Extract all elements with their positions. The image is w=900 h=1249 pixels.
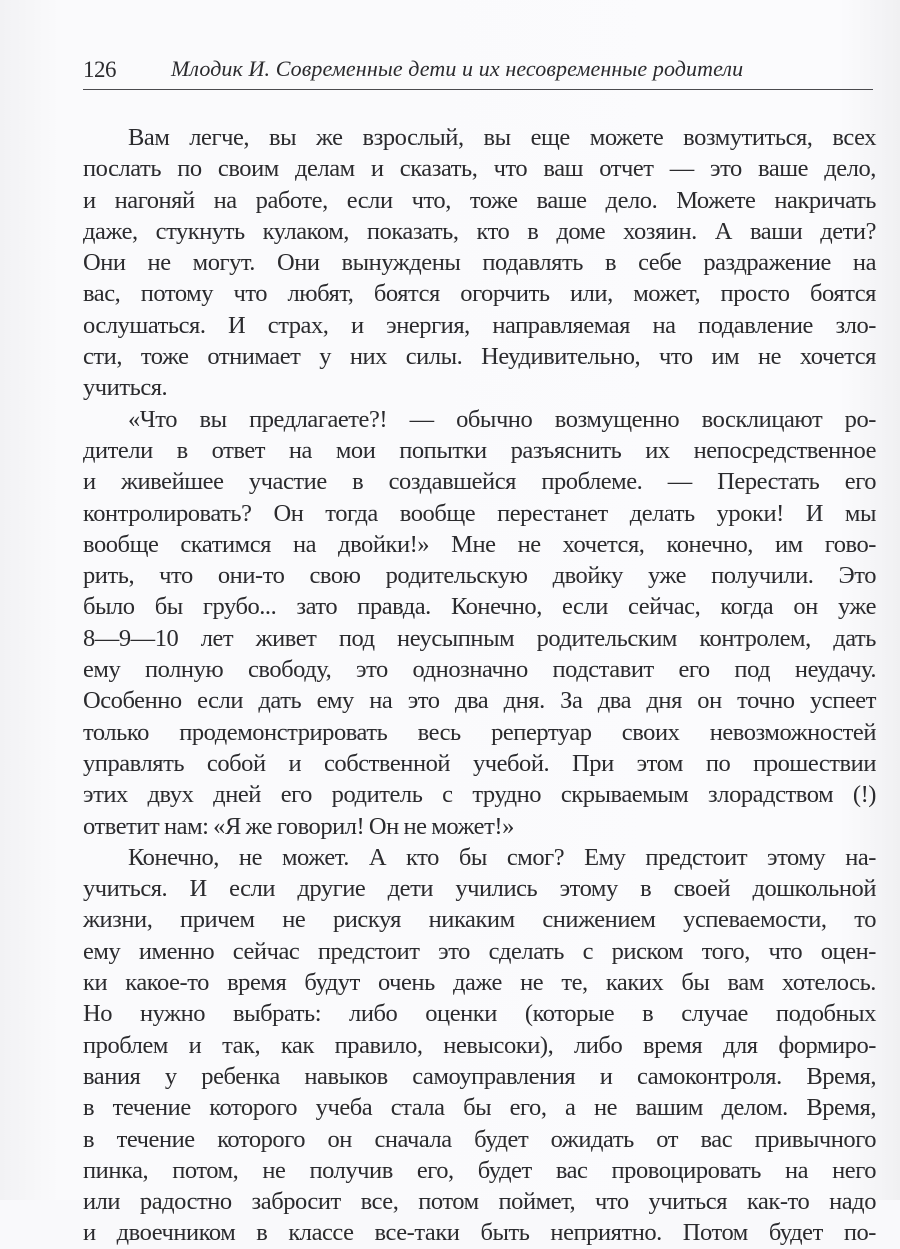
paragraph-2-line: контролировать? Он тогда вообще перестанет делать уроки! И мы <box>83 499 876 527</box>
book-title: Млодик И. Современные дети и их несовременные родители <box>171 56 744 81</box>
paragraph-1-line: даже, стукнуть кулаком, показать, кто в доме хозяин. А ваши дети? <box>83 217 876 245</box>
paragraph-2-line: было бы грубо... зато правда. Конечно, если сейчас, когда он уже <box>83 593 876 621</box>
paragraph-2-line: дители в ответ на мои попытки разъяснить их непосредственное <box>83 436 876 464</box>
paragraph-2-line: вообще скатимся на двойки!» Мне не хочется, конечно, им гово- <box>83 530 876 558</box>
paragraph-2-line: только продемонстрировать весь репертуар своих невозможностей <box>83 718 876 746</box>
paragraph-1-line: вас, потому что любят, боятся огорчить или, может, просто боятся <box>83 280 876 308</box>
body-text <box>83 122 876 1249</box>
paragraph-2-line: ответит нам: «Я же говорил! Он не может!» <box>83 812 514 840</box>
running-head <box>83 55 873 90</box>
paragraph-3-line: ему именно сейчас предстоит это сделать с риском того, что оцен- <box>83 937 876 965</box>
paragraph-2-line: «Что вы предлагаете?! — обычно возмущенно восклицают ро- <box>128 405 876 433</box>
paragraph-3-line: Но нужно выбрать: либо оценки (которые в случае подобных <box>83 1000 876 1028</box>
paragraph-2-line: Особенно если дать ему на это два дня. За два дня он точно успеет <box>83 687 876 715</box>
paragraph-1-line: и нагоняй на работе, если что, тоже ваше дело. Можете накричать <box>83 186 876 214</box>
paragraph-3-line: пинка, потом, не получив его, будет вас провоцировать на него <box>83 1156 876 1184</box>
paragraph-3-line: вания у ребенка навыков самоуправления и самоконтроля. Время, <box>83 1062 876 1090</box>
paragraph-2-line: рить, что они-то свою родительскую двойку уже получили. Это <box>83 562 876 590</box>
paragraph-3-line: проблем и так, как правило, невысоки), либо время для формиро- <box>83 1031 876 1059</box>
paragraph-2-line: управлять собой и собственной учебой. При этом по прошествии <box>83 749 876 777</box>
paragraph-1-line: Они не могут. Они вынуждены подавлять в себе раздражение на <box>83 249 876 277</box>
paragraph-3-line: или радостно забросит все, потом поймет, что учиться как-то надо <box>83 1188 876 1216</box>
paragraph-3-line: Конечно, не может. А кто бы смог? Ему предстоит этому на- <box>128 843 876 871</box>
paragraph-3-line: ки какое-то время будут очень даже не те, каких бы вам хотелось. <box>83 969 876 997</box>
paragraph-1-line: Вам легче, вы же взрослый, вы еще можете возмутиться, всех <box>128 124 876 151</box>
paragraph-1-line: ослушаться. И страх, и энергия, направляемая на подавление зло- <box>83 311 876 339</box>
paragraph-1-line: сти, тоже отнимает у них силы. Неудивительно, что им не хочется <box>83 343 876 371</box>
paragraph-3-line: в течение которого он сначала будет ожидать от вас привычного <box>83 1125 876 1153</box>
paragraph-2-line: этих двух дней его родитель с трудно скрываемым злорадством (!) <box>83 781 876 809</box>
paragraph-1-line: учиться. <box>83 374 168 402</box>
page-number: 126 <box>83 57 116 82</box>
paragraph-3-line: жизни, причем не рискуя никаким снижением успеваемости, то <box>83 906 876 934</box>
paragraph-1-line: послать по своим делам и сказать, что ваш отчет — это ваше дело, <box>83 155 876 183</box>
paragraph-3-line: учиться. И если другие дети учились этому в своей дошкольной <box>83 875 876 903</box>
paragraph-2-line: 8—9—10 лет живет под неусыпным родительским контролем, дать <box>83 624 876 652</box>
paragraph-3-line: в течение которого учеба стала бы его, а не вашим делом. Время, <box>83 1094 876 1122</box>
paragraph-2-line: ему полную свободу, это однозначно подставит его под неудачу. <box>83 656 876 684</box>
paragraph-3-line: и двоечником в классе все-таки быть неприятно. Потом будет по- <box>83 1219 876 1247</box>
paragraph-2-line: и живейшее участие в создавшейся проблеме. — Перестать его <box>83 468 876 496</box>
